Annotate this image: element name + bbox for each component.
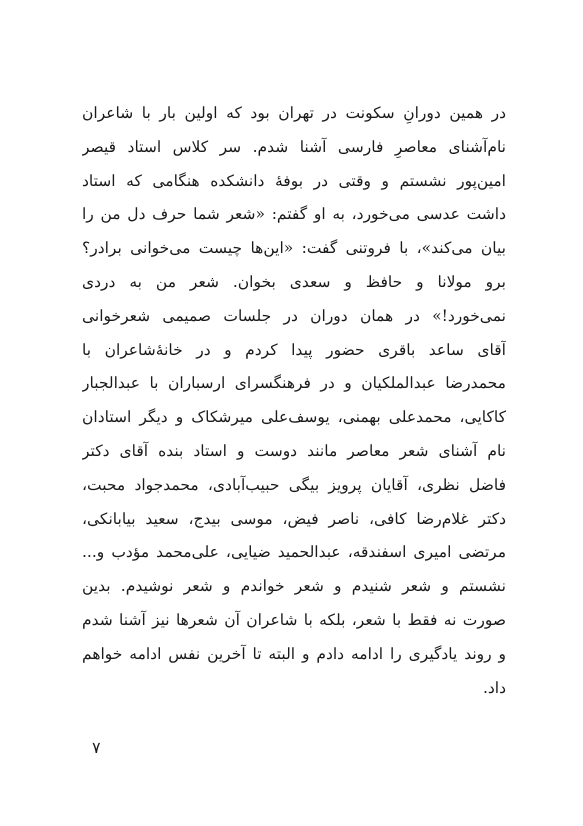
paragraph-line: امین‌پور نشستم و وقتی در بوفهٔ دانشکده هنگامی که استاد: [82, 171, 506, 190]
body-paragraph: [82, 97, 506, 705]
paragraph-line: دکتر غلام‌رضا کافی، ناصر فیض، موسی بیدج، سعید بیابانکی،: [82, 509, 506, 528]
paragraph-line: داشت عدسی می‌خورد، به او گفتم: «شعر شما حرف دل من را: [82, 205, 506, 224]
paragraph-line: نام آشنای شعر معاصر مانند دوست و استاد بنده آقای دکتر: [82, 441, 506, 460]
paragraph-line: نمی‌خورد!» در همان دوران در جلسات صمیمی شعرخوانی: [82, 306, 506, 325]
paragraph-line: کاکایی، محمدعلی بهمنی، یوسف‌علی میرشکاک و دیگر استادان: [82, 408, 506, 427]
paragraph-line: محمدرضا عبدالملکیان و در فرهنگسرای ارسباران با عبدالجبار: [82, 374, 506, 393]
page-number: ۷: [92, 738, 101, 757]
paragraph-line: برو مولانا و حافظ و سعدی بخوان. شعر من به دردی: [82, 272, 506, 291]
paragraph-line: بیان می‌کند»، با فروتنی گفت: «این‌ها چیست می‌خوانی برادر؟: [82, 239, 506, 258]
paragraph-line: در همین دورانِ سکونت در تهران بود که اولین بار با شاعران: [82, 104, 506, 122]
paragraph-line: صورت نه فقط با شعر، بلکه با شاعران آن شعرها نیز آشنا شدم: [82, 610, 506, 629]
paragraph-line: نام‌آشنای معاصرِ فارسی آشنا شدم. سر کلاس استاد قیصر: [82, 137, 506, 156]
paragraph-line: نشستم و شعر شنیدم و شعر خواندم و شعر نوشیدم. بدین: [82, 577, 506, 596]
paragraph-line: مرتضی امیری اسفندقه، عبدالحمید ضیایی، علی‌محمد مؤدب و...: [82, 543, 506, 562]
paragraph-line: فاضل نظری، آقایان پرویز بیگی حبیب‌آبادی، محمدجواد محبت،: [82, 475, 506, 494]
paragraph-line: داد.: [482, 678, 506, 697]
paragraph-line: و روند یادگیری را ادامه دادم و البته تا آخرین نفس ادامه خواهم: [82, 644, 506, 663]
paragraph-line: آقای ساعد باقری حضور پیدا کردم و در خانهٔ‌شاعران با: [82, 340, 506, 359]
